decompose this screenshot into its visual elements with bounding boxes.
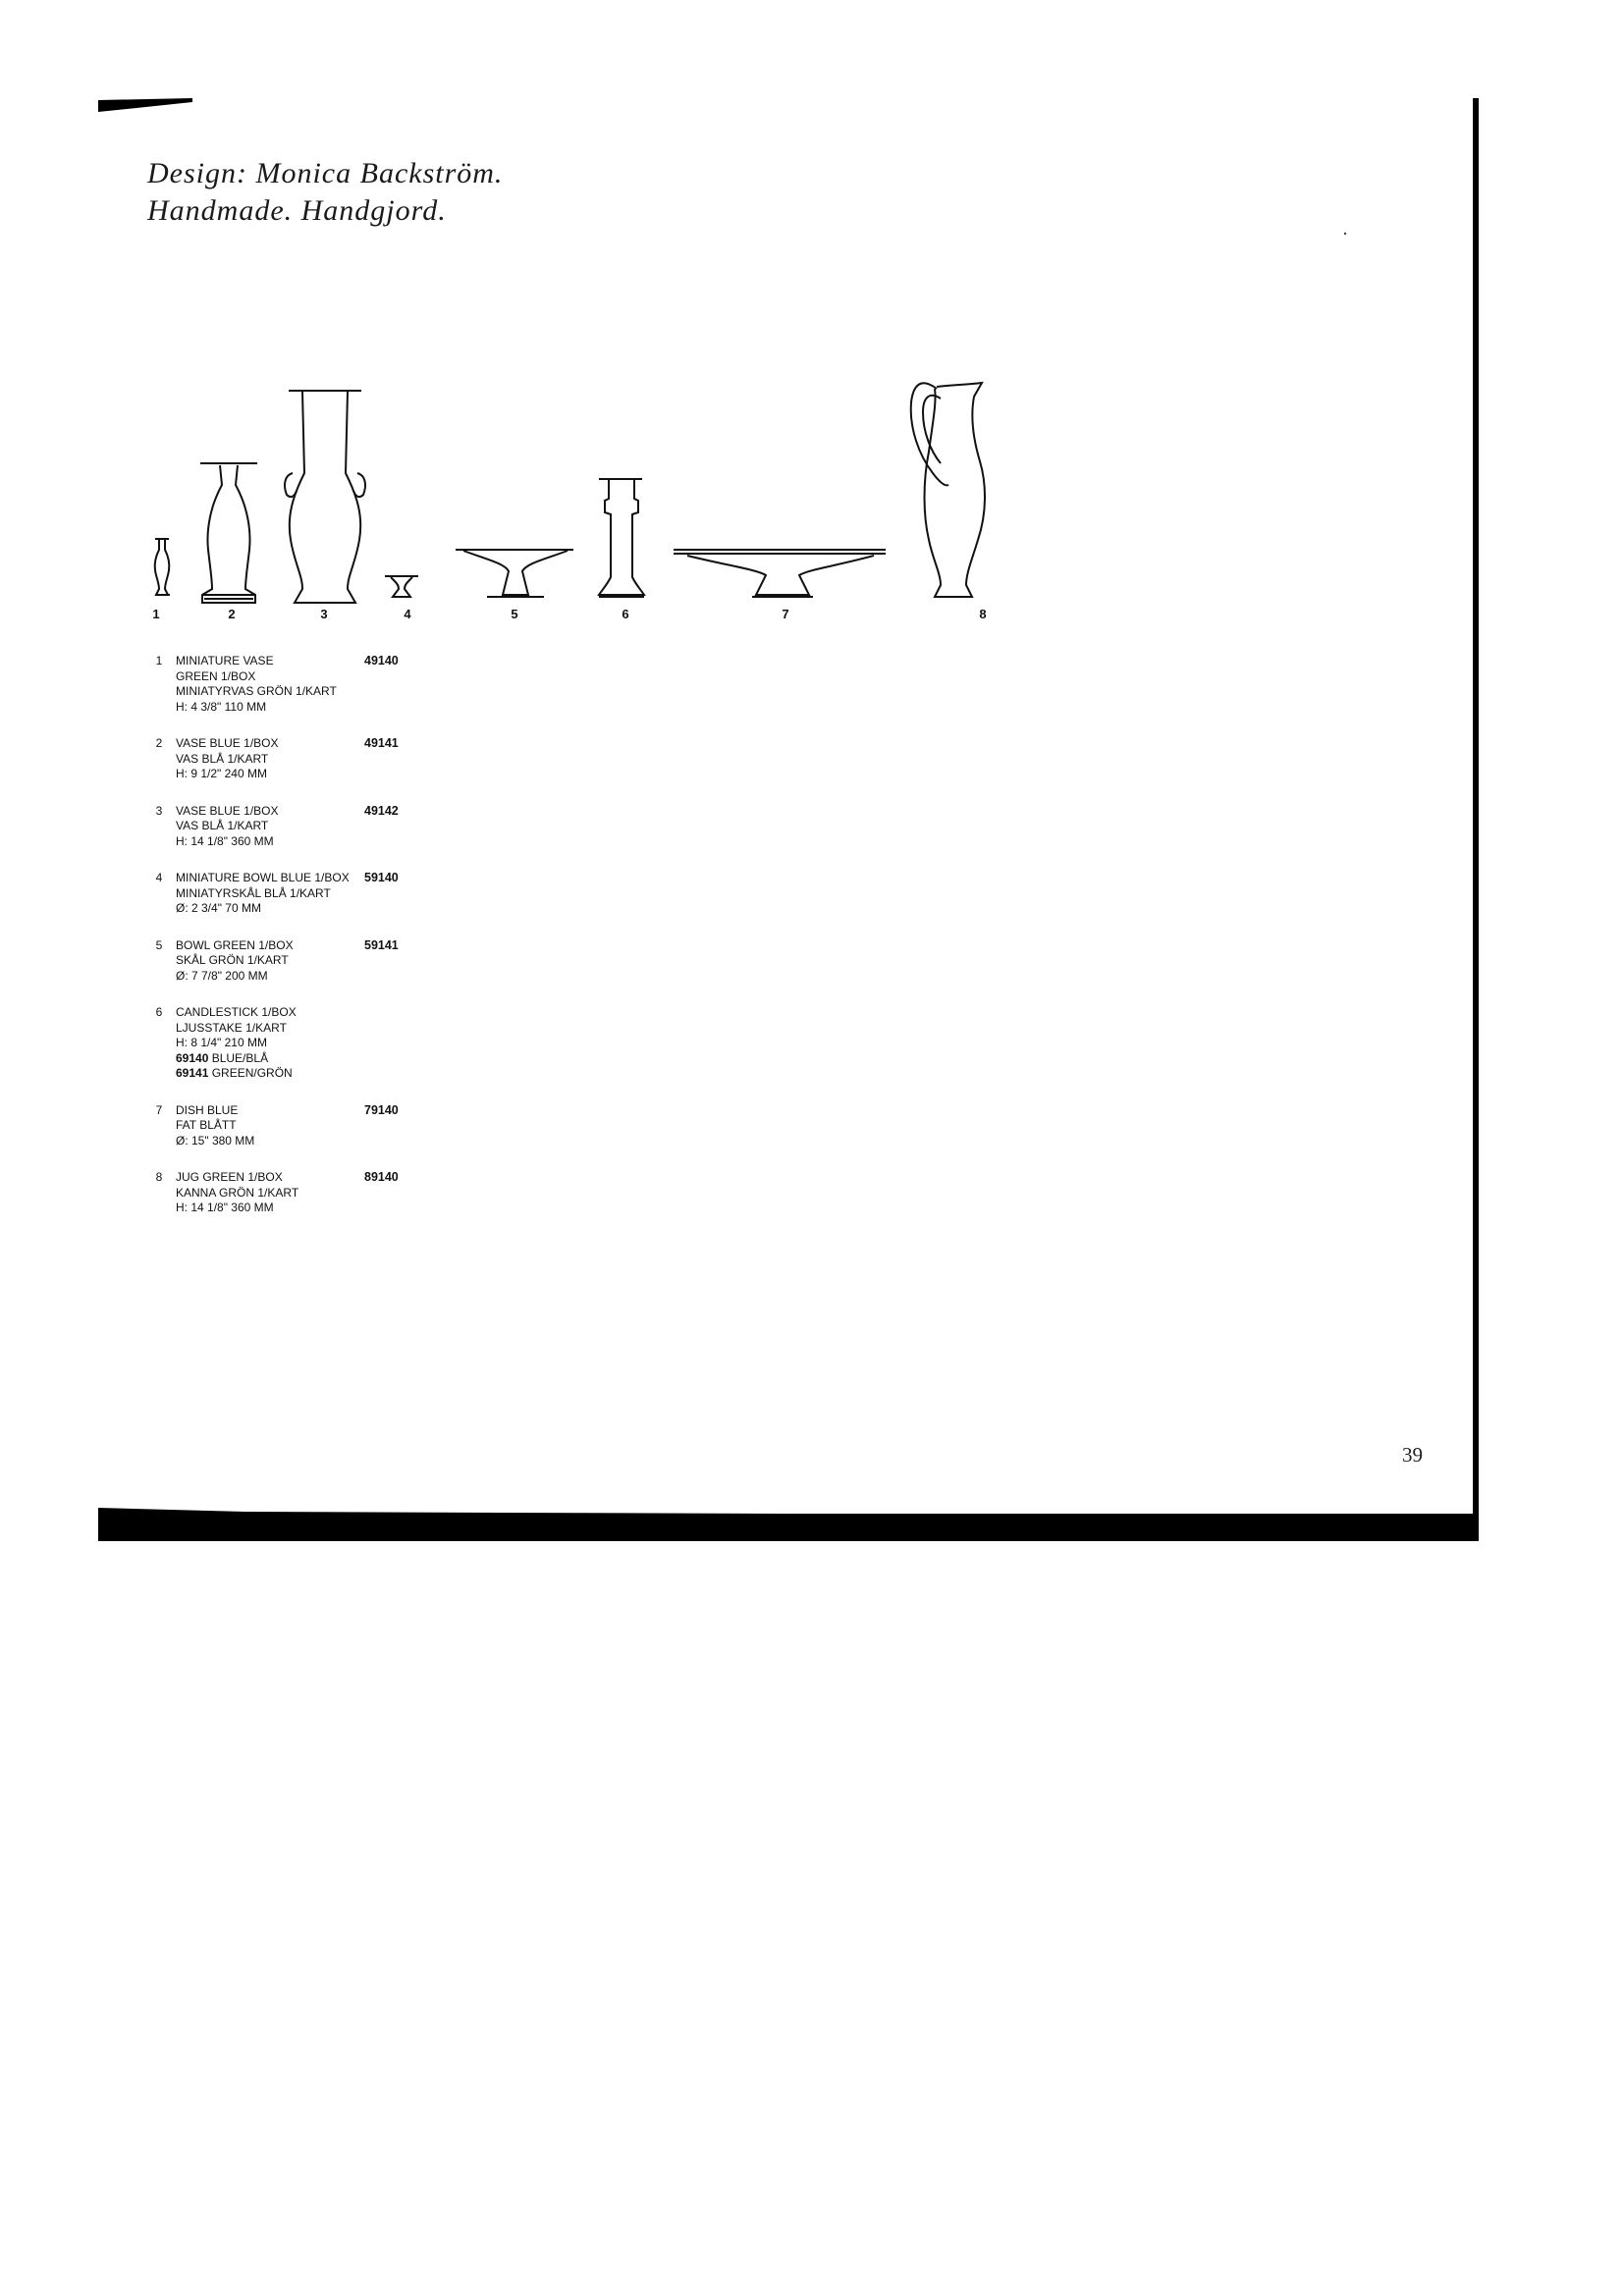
- item-desc-line: DISH BLUE: [176, 1102, 239, 1117]
- item-size-line: H: 8 1/4" 210 MM: [176, 1036, 267, 1049]
- figure-number: 1: [152, 607, 160, 621]
- figure-number: 6: [622, 607, 629, 621]
- item-desc-line: MINIATYRVAS GRÖN 1/KART: [176, 684, 337, 698]
- designer-line: Design: Monica Backström.: [147, 157, 504, 189]
- page-number: 39: [1402, 1443, 1423, 1467]
- item-desc-line: VAS BLÅ 1/KART: [176, 819, 269, 832]
- list-item: [147, 654, 442, 715]
- design-heading: [147, 155, 503, 230]
- item-number: 3: [155, 803, 163, 818]
- item-desc-line: VASE BLUE 1/BOX: [176, 736, 279, 750]
- item-desc-line: MINIATURE BOWL BLUE 1/BOX: [176, 871, 350, 884]
- item-variant-line: 69140 BLUE/BLÅ: [176, 1050, 269, 1065]
- item-desc-line: SKÅL GRÖN 1/KART: [176, 953, 289, 967]
- list-item: [147, 1103, 442, 1149]
- item-number: 5: [155, 937, 163, 952]
- vase-3-drawing: [285, 391, 365, 603]
- article-number: 79140: [364, 1102, 399, 1117]
- item-desc-line: GREEN 1/BOX: [176, 668, 256, 683]
- product-illustrations: [137, 363, 1041, 648]
- article-number: 49141: [364, 736, 399, 750]
- item-desc-line: MINIATURE VASE: [176, 654, 274, 667]
- list-item: [147, 1170, 442, 1216]
- figure-number: 8: [979, 607, 987, 621]
- item-variant-line: 69141 GREEN/GRÖN: [176, 1066, 293, 1080]
- bowl-drawing: [456, 550, 573, 597]
- list-item: [147, 871, 442, 917]
- miniature-bowl-drawing: [385, 576, 418, 597]
- item-number: 2: [155, 736, 163, 750]
- item-desc-line: KANNA GRÖN 1/KART: [176, 1185, 299, 1200]
- figure-number: 7: [782, 607, 789, 621]
- item-size-line: H: 4 3/8" 110 MM: [176, 699, 267, 714]
- item-size-line: Ø: 2 3/4" 70 MM: [176, 901, 261, 915]
- figure-number: 2: [228, 607, 236, 621]
- article-number: 59141: [364, 937, 399, 952]
- miniature-vase-drawing: [155, 539, 170, 595]
- item-desc-line: CANDLESTICK 1/BOX: [176, 1005, 297, 1019]
- item-size-line: H: 14 1/8" 360 MM: [176, 833, 274, 848]
- handmade-line: Handmade. Handgjord.: [147, 194, 447, 227]
- article-number: 59140: [364, 871, 399, 884]
- item-size-line: Ø: 15" 380 MM: [176, 1133, 255, 1148]
- figure-number: 3: [320, 607, 328, 621]
- item-number: 1: [155, 654, 163, 667]
- item-size-line: H: 9 1/2" 240 MM: [176, 767, 267, 780]
- item-desc-line: BOWL GREEN 1/BOX: [176, 937, 294, 952]
- item-number: 6: [155, 1005, 163, 1019]
- vase-2-drawing: [200, 463, 257, 603]
- list-item: [147, 1005, 442, 1082]
- item-desc-line: JUG GREEN 1/BOX: [176, 1170, 283, 1184]
- jug-drawing: [911, 383, 985, 597]
- item-desc-line: VASE BLUE 1/BOX: [176, 803, 279, 818]
- product-list: [147, 654, 442, 1238]
- item-number: 4: [155, 871, 163, 884]
- dish-drawing: [674, 550, 886, 597]
- list-item: [147, 938, 442, 985]
- item-desc-line: VAS BLÅ 1/KART: [176, 751, 269, 766]
- item-desc-line: LJUSSTAKE 1/KART: [176, 1020, 287, 1035]
- figure-number: 5: [511, 607, 518, 621]
- item-number: 8: [155, 1170, 163, 1184]
- list-item: [147, 804, 442, 850]
- candlestick-drawing: [599, 479, 644, 597]
- item-number: 7: [155, 1102, 163, 1117]
- list-item: [147, 736, 442, 782]
- item-size-line: H: 14 1/8" 360 MM: [176, 1201, 274, 1214]
- item-size-line: Ø: 7 7/8" 200 MM: [176, 968, 268, 983]
- figure-number: 4: [404, 607, 411, 621]
- article-number: 49142: [364, 803, 399, 818]
- item-desc-line: MINIATYRSKÅL BLÅ 1/KART: [176, 885, 331, 900]
- article-number: 89140: [364, 1170, 399, 1184]
- item-desc-line: FAT BLÅTT: [176, 1118, 237, 1132]
- article-number: 49140: [364, 654, 399, 667]
